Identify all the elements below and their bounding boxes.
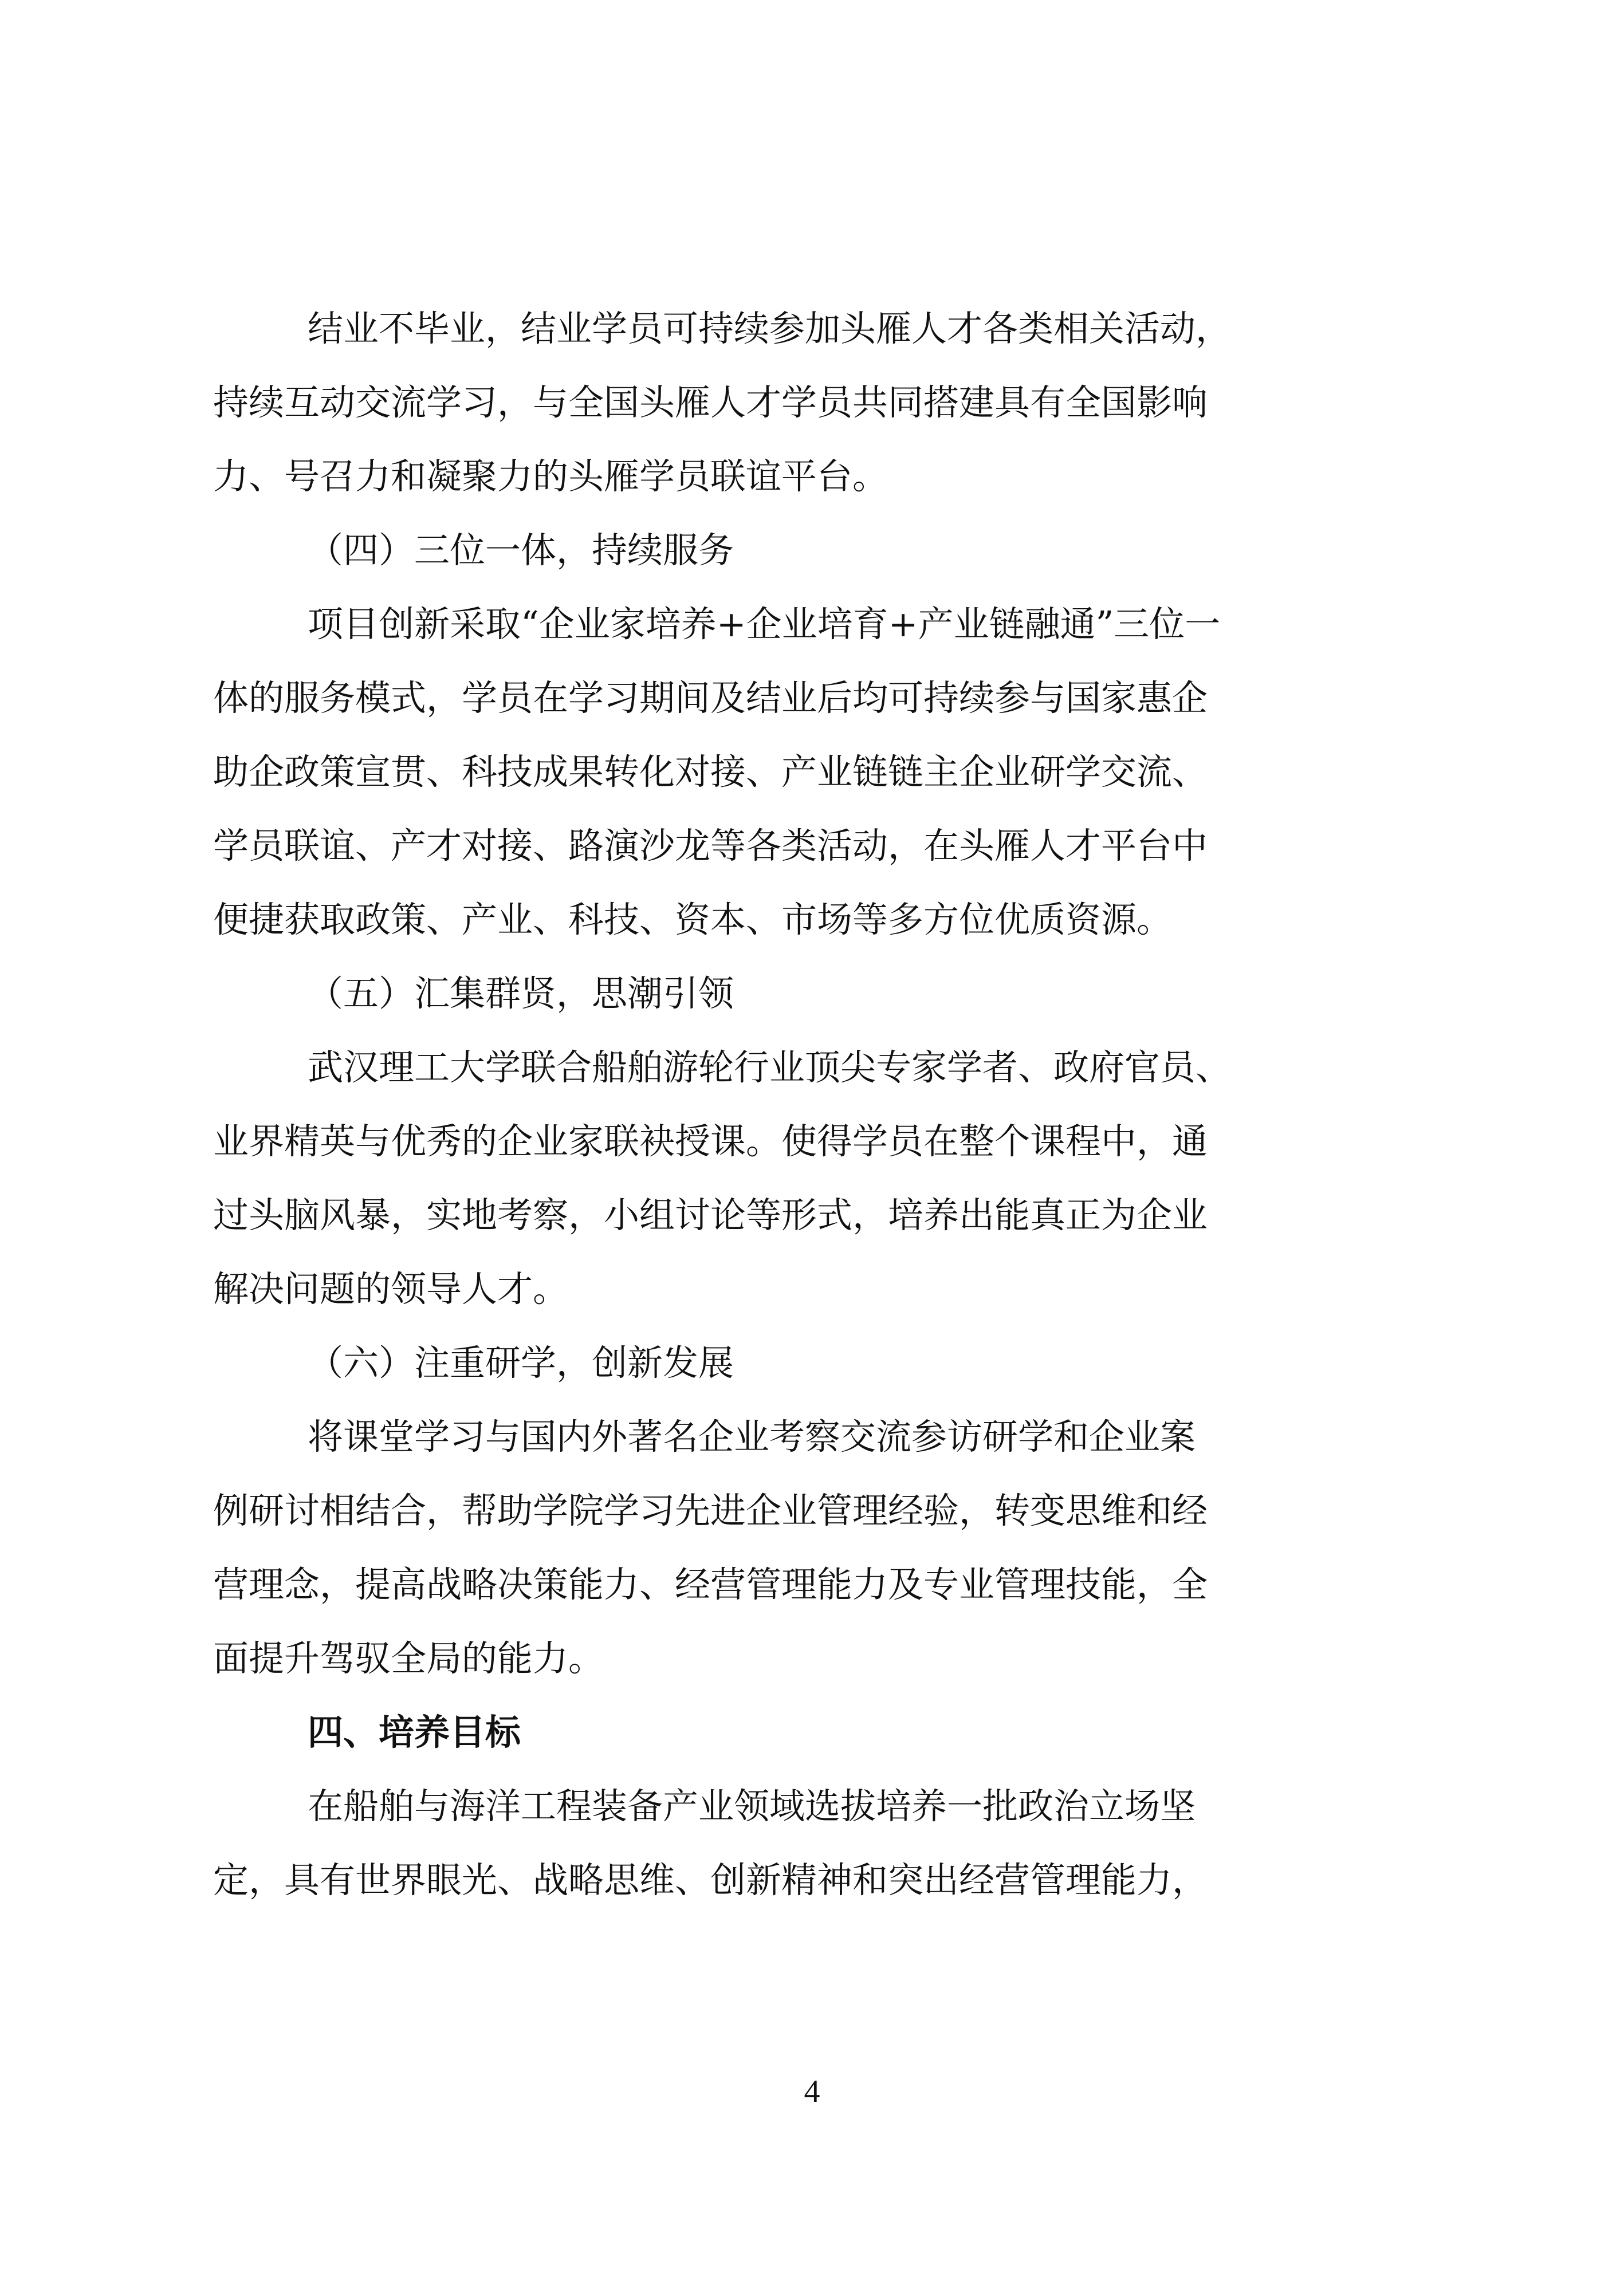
paragraph-line: 武汉理工大学联合船舶游轮行业顶尖专家学者、政府官员、 <box>308 1046 1232 1088</box>
page-number: 4 <box>804 2074 820 2109</box>
paragraph-line: 学员联谊、产才对接、路演沙龙等各类活动，在头雁人才平台中 <box>213 825 1208 867</box>
subheading: （五）汇集群贤，思潮引领 <box>308 972 734 1014</box>
paragraph-line: 结业不毕业，结业学员可持续参加头雁人才各类相关活动， <box>308 308 1232 349</box>
body-text <box>213 292 1416 1917</box>
paragraph-line: 定，具有世界眼光、战略思维、创新精神和突出经营管理能力， <box>213 1859 1208 1901</box>
paragraph-line: 持续互动交流学习，与全国头雁人才学员共同搭建具有全国影响 <box>213 381 1208 423</box>
subheading: （六）注重研学，创新发展 <box>308 1342 734 1384</box>
paragraph-line: 将课堂学习与国内外著名企业考察交流参访研学和企业案 <box>308 1416 1196 1458</box>
paragraph-line: 面提升驾驭全局的能力。 <box>213 1637 604 1679</box>
paragraph-line: 在船舶与海洋工程装备产业领域选拔培养一批政治立场坚 <box>308 1785 1196 1827</box>
subheading: （四）三位一体，持续服务 <box>308 529 734 571</box>
paragraph-line: 助企政策宣贯、科技成果转化对接、产业链链主企业研学交流、 <box>213 751 1208 793</box>
paragraph-line: 便捷获取政策、产业、科技、资本、市场等多方位优质资源。 <box>213 899 1173 940</box>
paragraph-line: 解决问题的领导人才。 <box>213 1268 569 1310</box>
paragraph-line: 体的服务模式，学员在学习期间及结业后均可持续参与国家惠企 <box>213 677 1208 719</box>
paragraph-line: 过头脑风暴，实地考察，小组讨论等形式，培养出能真正为企业 <box>213 1194 1208 1236</box>
paragraph-line: 项目创新采取“企业家培养+企业培育+产业链融通”三位一 <box>308 603 1221 645</box>
paragraph-line: 营理念，提高战略决策能力、经营管理能力及专业管理技能，全 <box>213 1564 1208 1605</box>
paragraph-line: 力、号召力和凝聚力的头雁学员联谊平台。 <box>213 455 888 497</box>
paragraph-line: 例研讨相结合，帮助学院学习先进企业管理经验，转变思维和经 <box>213 1490 1208 1531</box>
paragraph-line: 业界精英与优秀的企业家联袂授课。使得学员在整个课程中，通 <box>213 1120 1208 1162</box>
section-heading: 四、培养目标 <box>308 1711 521 1753</box>
